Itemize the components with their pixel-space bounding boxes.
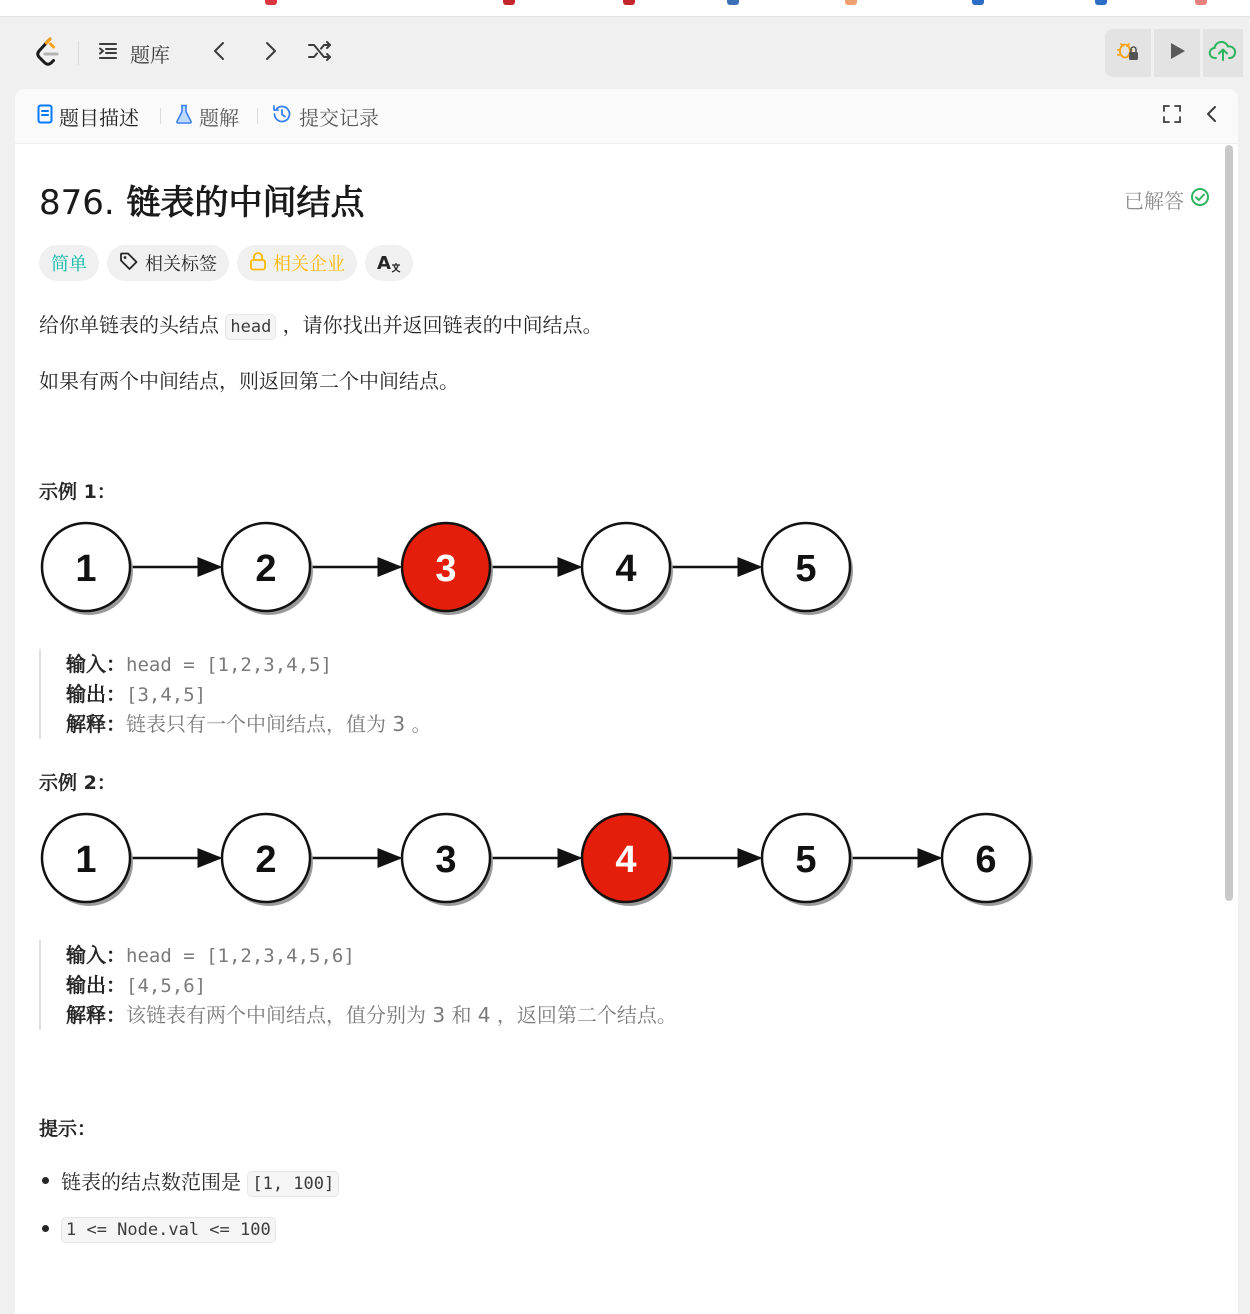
navbar-divider	[78, 41, 79, 65]
problem-panel	[15, 89, 1238, 1314]
tab-description-label: 题目描述	[59, 105, 139, 130]
tab-submissions-label: 提交记录	[299, 105, 379, 130]
inline-code: [1, 100]	[247, 1171, 339, 1197]
play-icon	[1166, 40, 1188, 66]
list-icon	[96, 39, 120, 68]
hints-heading: 提示：	[39, 1118, 97, 1140]
example-heading: 示例 2：	[39, 772, 116, 794]
node-value-label: 4	[615, 548, 637, 590]
next-problem-button[interactable]	[254, 35, 286, 71]
bullet-dot	[42, 1225, 49, 1232]
node-value-label: 1	[75, 839, 97, 881]
editor-actions	[1105, 29, 1243, 77]
tab-description[interactable]	[37, 89, 139, 143]
node-value-label: 2	[255, 839, 277, 881]
lock-icon	[249, 251, 267, 276]
bookmark-favicon[interactable]	[1195, 0, 1207, 5]
submit-button[interactable]	[1203, 29, 1243, 77]
node-value-label: 1	[75, 548, 97, 590]
debug-button[interactable]	[1105, 29, 1151, 77]
leetcode-logo-icon[interactable]	[30, 35, 66, 71]
bug-lock-icon	[1115, 38, 1141, 68]
tab-divider	[160, 108, 161, 124]
constraint-item	[39, 1216, 276, 1240]
example-1-block: 输入：head = [1,2,3,4,5] 输出：[3,4,5] 解释：链表只有一个中间结点，值为 3 。	[39, 649, 431, 739]
problem-number: 876.	[39, 183, 115, 223]
example-2-block: 输入：head = [1,2,3,4,5,6] 输出：[4,5,6] 解释：该链表有两个中间结点，值分别为 3 和 4 ，返回第二个结点。	[39, 940, 677, 1030]
problem-name: 链表的中间结点	[126, 183, 365, 223]
inline-code: head	[225, 314, 276, 340]
chevron-right-icon	[260, 39, 280, 67]
bookmark-favicon[interactable]	[845, 0, 857, 5]
problem-tags	[39, 245, 413, 281]
browser-bookmark-strip	[0, 0, 1250, 17]
expand-icon	[1162, 104, 1182, 128]
related-tags-button[interactable]	[107, 245, 229, 281]
cloud-upload-icon	[1208, 39, 1238, 67]
example-output: [4,5,6]	[126, 975, 207, 997]
translate-icon: A	[377, 253, 401, 274]
example-input: head = [1,2,3,4,5,6]	[126, 945, 355, 967]
bookmark-favicon[interactable]	[972, 0, 984, 5]
flask-icon	[175, 104, 193, 129]
related-companies-label: 相关企业	[273, 254, 345, 275]
bookmark-favicon[interactable]	[623, 0, 635, 5]
content-scrollbar[interactable]	[1225, 145, 1233, 901]
node-value-label: 6	[975, 839, 997, 881]
node-value-label: 5	[795, 839, 817, 881]
random-problem-button[interactable]	[302, 35, 338, 71]
bookmark-favicon[interactable]	[503, 0, 515, 5]
linked-list-diagram	[39, 810, 1079, 910]
difficulty-label: 简单	[51, 254, 87, 275]
problem-list-button[interactable]	[96, 35, 170, 71]
tab-divider	[257, 108, 258, 124]
description-paragraph: 给你单链表的头结点 head ，请你找出并返回链表的中间结点。	[39, 309, 603, 338]
run-button[interactable]	[1154, 29, 1200, 77]
node-value-label: 3	[435, 839, 457, 881]
example-output: [3,4,5]	[126, 684, 207, 706]
fullscreen-button[interactable]	[1159, 103, 1185, 129]
bookmark-favicon[interactable]	[265, 0, 277, 5]
check-circle-icon	[1190, 187, 1210, 212]
bookmark-favicon[interactable]	[1095, 0, 1107, 5]
example-heading: 示例 1：	[39, 481, 116, 503]
collapse-panel-button[interactable]	[1199, 103, 1225, 129]
example-explanation: 该链表有两个中间结点，值分别为 3 和 4 ，返回第二个结点。	[126, 1003, 677, 1027]
related-tags-label: 相关标签	[145, 254, 217, 275]
tag-icon	[119, 251, 139, 276]
history-icon	[271, 103, 293, 130]
solved-status	[1124, 185, 1210, 214]
bookmark-favicon[interactable]	[727, 0, 739, 5]
document-icon	[37, 104, 53, 129]
linked-list-diagram	[39, 519, 899, 619]
problem-list-label: 题库	[130, 42, 170, 67]
chevron-left-icon	[1205, 104, 1219, 128]
page-title	[39, 175, 365, 224]
tab-solutions-label: 题解	[199, 105, 239, 130]
translate-button[interactable]	[365, 245, 413, 281]
inline-code: 1 <= Node.val <= 100	[61, 1217, 276, 1243]
previous-problem-button[interactable]	[204, 35, 236, 71]
constraint-item: 链表的结点数范围是 [1, 100]	[39, 1166, 339, 1195]
node-value-label: 3	[435, 548, 457, 590]
tab-solutions[interactable]	[175, 89, 239, 143]
node-value-label: 2	[255, 548, 277, 590]
top-navbar	[0, 17, 1250, 89]
shuffle-icon	[307, 39, 333, 67]
node-value-label: 5	[795, 548, 817, 590]
difficulty-badge[interactable]	[39, 245, 99, 281]
chevron-left-icon	[210, 39, 230, 67]
solved-status-label: 已解答	[1124, 189, 1184, 213]
tab-submissions[interactable]	[271, 89, 379, 143]
related-companies-button[interactable]	[237, 245, 357, 281]
example-explanation: 链表只有一个中间结点，值为 3 。	[126, 712, 432, 736]
example-1-diagram	[39, 519, 899, 623]
example-input: head = [1,2,3,4,5]	[126, 654, 332, 676]
node-value-label: 4	[615, 839, 637, 881]
bullet-dot	[42, 1177, 49, 1184]
description-paragraph: 如果有两个中间结点，则返回第二个中间结点。	[39, 369, 459, 393]
panel-tab-bar	[15, 89, 1238, 144]
example-2-diagram	[39, 810, 1079, 914]
